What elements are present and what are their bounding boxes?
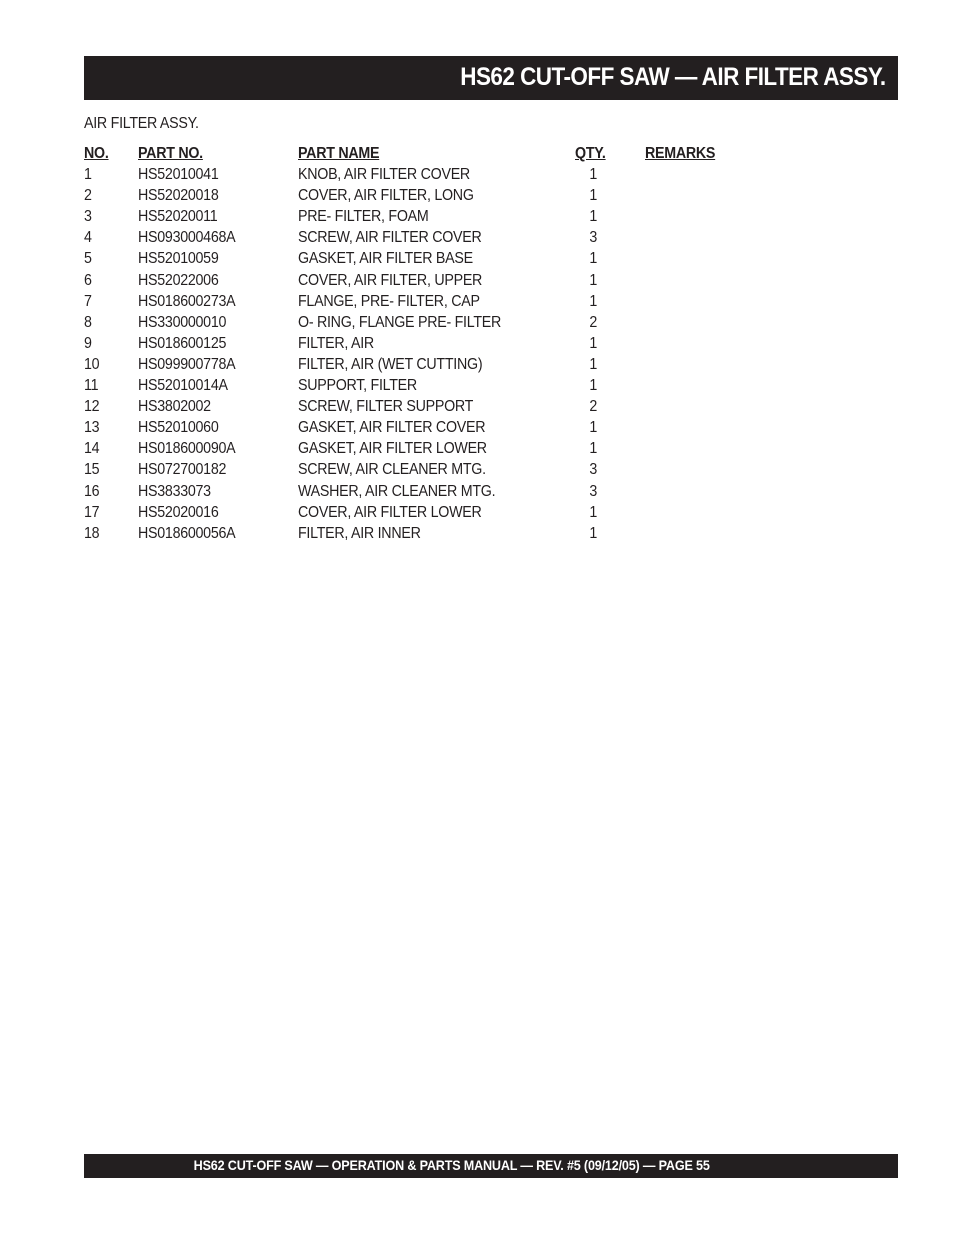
cell-qty: 3: [589, 482, 598, 500]
cell-part-name: GASKET, AIR FILTER BASE: [298, 250, 473, 268]
cell-part-name: COVER, AIR FILTER, LONG: [298, 187, 474, 205]
cell-qty: 1: [589, 503, 598, 521]
cell-no: 1: [84, 166, 92, 184]
cell-part-no: HS52010060: [138, 419, 219, 437]
cell-part-no: HS52010059: [138, 250, 219, 268]
column-header-qty: QTY.: [575, 145, 606, 162]
cell-no: 14: [84, 440, 100, 458]
table-header-row: [84, 144, 784, 165]
cell-part-name: WASHER, AIR CLEANER MTG.: [298, 482, 496, 500]
cell-no: 16: [84, 482, 100, 500]
cell-qty: 1: [589, 355, 598, 373]
cell-qty: 3: [589, 461, 598, 479]
cell-no: 18: [84, 524, 100, 542]
cell-part-no: HS3802002: [138, 398, 211, 416]
page-header-bar: [84, 56, 898, 100]
cell-no: 2: [84, 187, 92, 205]
cell-part-name: FILTER, AIR (WET CUTTING): [298, 355, 483, 373]
cell-no: 3: [84, 208, 92, 226]
page-title: HS62 CUT-OFF SAW — AIR FILTER ASSY.: [460, 63, 886, 91]
cell-no: 9: [84, 334, 92, 352]
cell-no: 10: [84, 355, 100, 373]
cell-part-no: HS52022006: [138, 271, 219, 289]
cell-qty: 1: [589, 524, 598, 542]
column-header-part-name: PART NAME: [298, 145, 380, 162]
cell-qty: 1: [589, 250, 598, 268]
cell-part-no: HS330000010: [138, 313, 227, 331]
cell-no: 7: [84, 292, 92, 310]
cell-part-name: COVER, AIR FILTER, UPPER: [298, 271, 483, 289]
column-header-no: NO.: [84, 145, 109, 162]
cell-part-no: HS52020018: [138, 187, 219, 205]
cell-no: 8: [84, 313, 92, 331]
cell-qty: 2: [589, 313, 598, 331]
cell-part-no: HS099900778A: [138, 355, 236, 373]
cell-no: 12: [84, 398, 100, 416]
cell-part-no: HS52010041: [138, 166, 219, 184]
table-row: [84, 228, 784, 249]
cell-no: 11: [84, 377, 99, 395]
cell-part-no: HS072700182: [138, 461, 227, 479]
cell-part-name: GASKET, AIR FILTER COVER: [298, 419, 486, 437]
table-row: [84, 165, 784, 186]
table-row: [84, 376, 784, 397]
cell-no: 15: [84, 461, 100, 479]
cell-qty: 1: [589, 271, 598, 289]
table-row: [84, 397, 784, 418]
column-header-part-no: PART NO.: [138, 145, 203, 162]
table-row: [84, 207, 784, 228]
cell-qty: 1: [589, 419, 598, 437]
cell-qty: 1: [589, 187, 598, 205]
cell-part-name: O- RING, FLANGE PRE- FILTER: [298, 313, 502, 331]
cell-part-name: FILTER, AIR: [298, 334, 374, 352]
cell-no: 13: [84, 419, 100, 437]
cell-no: 6: [84, 271, 92, 289]
cell-no: 17: [84, 503, 100, 521]
table-row: [84, 334, 784, 355]
table-row: [84, 249, 784, 270]
cell-no: 5: [84, 250, 92, 268]
cell-part-no: HS3833073: [138, 482, 211, 500]
column-header-remarks: REMARKS: [645, 145, 716, 162]
table-row: [84, 503, 784, 524]
parts-table: [84, 144, 784, 545]
cell-qty: 1: [589, 334, 598, 352]
cell-part-no: HS52020016: [138, 503, 219, 521]
table-row: [84, 482, 784, 503]
cell-part-name: PRE- FILTER, FOAM: [298, 208, 429, 226]
cell-part-no: HS52010014A: [138, 377, 228, 395]
table-row: [84, 292, 784, 313]
cell-part-no: HS52020011: [138, 208, 218, 226]
table-body: [84, 165, 784, 545]
cell-part-no: HS093000468A: [138, 229, 236, 247]
cell-qty: 1: [589, 292, 598, 310]
cell-part-name: FLANGE, PRE- FILTER, CAP: [298, 292, 480, 310]
cell-part-name: SUPPORT, FILTER: [298, 377, 417, 395]
cell-part-name: SCREW, FILTER SUPPORT: [298, 398, 474, 416]
cell-part-name: FILTER, AIR INNER: [298, 524, 421, 542]
cell-qty: 1: [589, 166, 598, 184]
cell-qty: 1: [589, 440, 598, 458]
cell-part-name: COVER, AIR FILTER LOWER: [298, 503, 482, 521]
cell-qty: 1: [589, 208, 598, 226]
table-row: [84, 271, 784, 292]
table-row: [84, 313, 784, 334]
cell-part-no: HS018600056A: [138, 524, 236, 542]
cell-part-name: SCREW, AIR CLEANER MTG.: [298, 461, 486, 479]
cell-no: 4: [84, 229, 92, 247]
cell-qty: 3: [589, 229, 598, 247]
table-row: [84, 460, 784, 481]
table-row: [84, 186, 784, 207]
cell-qty: 2: [589, 398, 598, 416]
table-row: [84, 524, 784, 545]
table-row: [84, 418, 784, 439]
cell-part-no: HS018600273A: [138, 292, 236, 310]
section-title: AIR FILTER ASSY.: [84, 115, 199, 132]
cell-part-name: KNOB, AIR FILTER COVER: [298, 166, 470, 184]
cell-qty: 1: [589, 377, 598, 395]
cell-part-name: GASKET, AIR FILTER LOWER: [298, 440, 487, 458]
cell-part-no: HS018600125: [138, 334, 227, 352]
page-footer-bar: [84, 1154, 898, 1178]
table-row: [84, 355, 784, 376]
cell-part-no: HS018600090A: [138, 440, 236, 458]
footer-text: HS62 CUT-OFF SAW — OPERATION & PARTS MANUAL — REV. #5 (09/12/05) — PAGE 55: [193, 1157, 710, 1173]
cell-part-name: SCREW, AIR FILTER COVER: [298, 229, 482, 247]
table-row: [84, 439, 784, 460]
